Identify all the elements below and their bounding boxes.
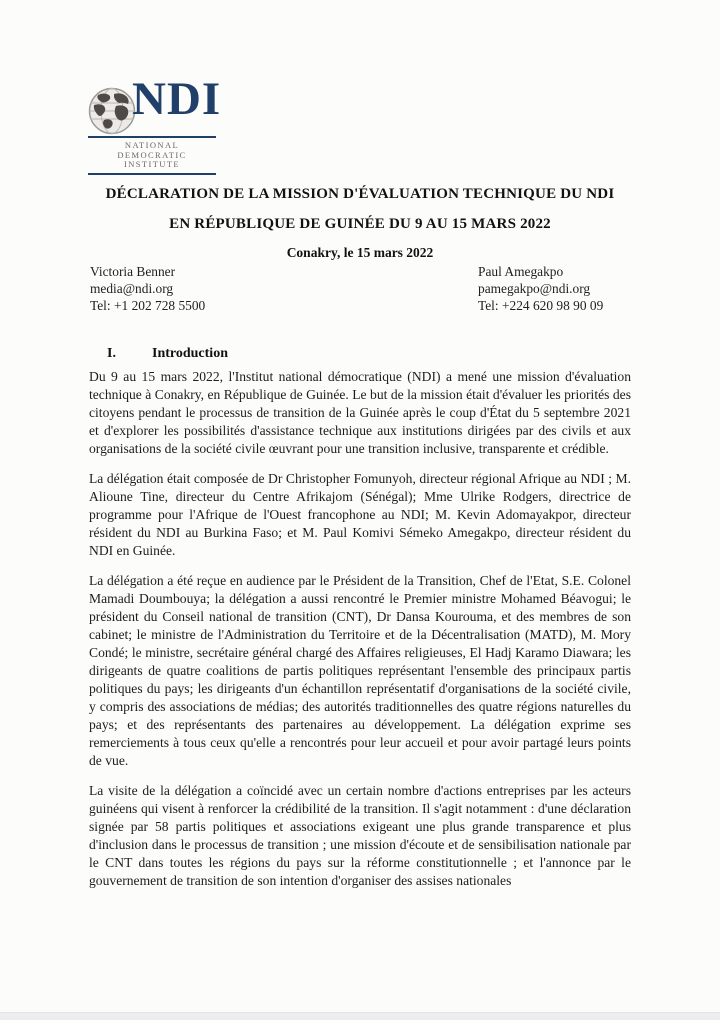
body-text: [89, 368, 631, 902]
ndi-logo: [88, 73, 222, 175]
contact-right: [478, 263, 603, 314]
title-block: [0, 186, 720, 261]
contact-email: media@ndi.org: [90, 281, 174, 296]
contact-name: Paul Amegakpo: [478, 264, 564, 279]
logo-rule-bottom: [88, 173, 216, 175]
contact-phone: Tel: +224 620 98 90 09: [478, 298, 604, 313]
contact-phone: Tel: +1 202 728 5500: [90, 298, 206, 313]
contact-block: [90, 263, 631, 317]
paragraph: La délégation était composée de Dr Christopher Fomunyoh, directeur régional Afrique au NDI ; M. Alioune Tine, directeur du Centre Afrikajom (Sénégal); Mme Ulrike Rodgers, directrice de programme pour l'Afrique de l'Ouest francophone au NDI; M. Kevin Adomayakpor, directeur résident du NDI au Burkina Faso; et M. Paul Komivi Sémeko Amegakpo, directeur résident du NDI en Guinée.: [89, 471, 631, 558]
logo-institute-name: [88, 138, 216, 173]
contact-name: Victoria Benner: [90, 264, 176, 279]
page-edge-shadow: [0, 1012, 720, 1020]
document-title-line2: EN RÉPUBLIQUE DE GUINÉE DU 9 AU 15 MARS 2022: [169, 216, 551, 232]
section-heading: [107, 346, 228, 362]
document-title-line1: DÉCLARATION DE LA MISSION D'ÉVALUATION TECHNIQUE DU NDI: [105, 186, 615, 202]
logo-name-line: NATIONAL: [124, 140, 180, 150]
contact-left: [90, 263, 205, 314]
document-dateline: Conakry, le 15 mars 2022: [286, 245, 434, 260]
globe-icon: [88, 87, 136, 135]
logo-name-line: INSTITUTE: [123, 159, 181, 169]
paragraph: La visite de la délégation a coïncidé avec un certain nombre d'actions entreprises par les acteurs guinéens qui visent à renforcer la crédibilité de la transition. Il s'agit notamment : d'une déclaration signée par 58 partis politiques et associations exigeant une plus grande transparence et plus d'inclusion dans le processus de transition ; une mission d'écoute et de sensibilisation nationale par le CNT dans toutes les régions du pays sur la réforme constitutionnelle ; et l'annonce par le gouvernement de transition de son intention d'organiser des assises nationales: [89, 783, 631, 888]
section-title: Introduction: [152, 346, 228, 361]
logo-name-line: DEMOCRATIC: [117, 149, 187, 160]
contact-email: pamegakpo@ndi.org: [478, 281, 591, 296]
section-number: I.: [107, 346, 116, 361]
ndi-acronym: NDI: [132, 73, 222, 125]
logo-top-row: [88, 73, 222, 132]
paragraph: Du 9 au 15 mars 2022, l'Institut national démocratique (NDI) a mené une mission d'évaluation technique à Conakry, en République de Guinée. Le but de la mission était d'évaluer les priorités des citoyens pendant le processus de transition de la Guinée après le coup d'État du 5 septembre 2021 et d'explorer les possibilités d'assistance technique aux institutions dirigées par des civils et aux organisations de la société civile œuvrant pour une transition inclusive, transparente et crédible.: [89, 369, 631, 456]
paragraph: La délégation a été reçue en audience par le Président de la Transition, Chef de l'Etat, S.E. Colonel Mamadi Doumbouya; la délégation a aussi rencontré le Premier ministre Mohamed Béavogui; le président du Conseil national de transition (CNT), Dr Dansa Kourouma, et des membres de son cabinet; le ministre de l'Administration du Territoire et de la Décentralisation (MATD), M. Mory Condé; le ministre, secrétaire général chargé des Affaires religieuses, El Hadj Karamo Diawara; les dirigeants de quatre coalitions de partis politiques représentant l'ensemble des principaux partis politiques du pays; les dirigeants d'un échantillon représentatif d'organisations de la société civile, y compris des associations de médias; des autorités traditionnelles des quatre régions naturelles du pays; et des représentants des partenaires au développement. La délégation exprime ses remerciements à tous ceux qu'elle a rencontrés pour leur accueil et pour avoir partagé leurs points de vue.: [89, 573, 631, 768]
